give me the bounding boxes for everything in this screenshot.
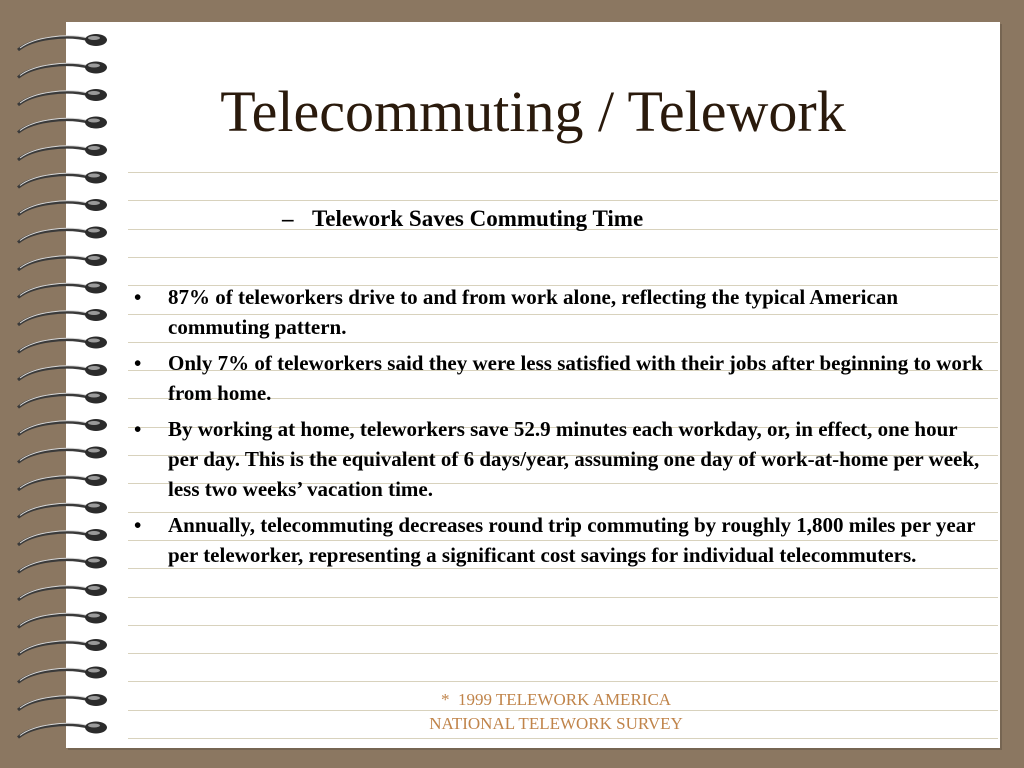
spiral-ring-icon (18, 62, 107, 78)
slide-subtitle (282, 206, 643, 232)
bullet-list (132, 282, 992, 576)
spiral-ring-icon (18, 584, 107, 600)
spiral-ring-icon (18, 144, 107, 160)
subtitle-text: Telework Saves Commuting Time (312, 206, 644, 231)
bullet-icon: • (134, 513, 142, 537)
bullet-text: Annually, telecommuting decreases round trip commuting by roughly 1,800 miles per year per teleworker, representing a significant cost savings for individual telecommuters. (168, 513, 976, 567)
spiral-ring-icon (18, 529, 107, 545)
rule-line (128, 257, 998, 258)
spiral-ring-icon (18, 447, 107, 463)
spiral-ring-icon (18, 639, 107, 655)
rule-line (128, 625, 998, 626)
rule-line (128, 172, 998, 173)
bullet-icon: • (134, 285, 142, 309)
spiral-ring-icon (18, 337, 107, 353)
spiral-ring-icon (18, 254, 107, 270)
rule-line (128, 738, 998, 739)
bullet-text: By working at home, teleworkers save 52.9 minutes each workday, or, in effect, one hour per day. This is the equivalent of 6 days/year, assuming one day of work-at-home per week, less two weeks’ vacation time. (168, 417, 980, 501)
spiral-ring-icon (18, 199, 107, 215)
source-footnote (66, 688, 1024, 736)
spiral-ring-icon (18, 557, 107, 573)
rule-line (128, 653, 998, 654)
spiral-ring-icon (18, 502, 107, 518)
spiral-ring-icon (18, 612, 107, 628)
rule-line (128, 597, 998, 598)
subtitle-marker: – (282, 206, 294, 231)
bullet-icon: • (134, 351, 142, 375)
spiral-ring-icon (18, 419, 107, 435)
spiral-ring-icon (18, 282, 107, 298)
spiral-ring-icon (18, 474, 107, 490)
spiral-ring-icon (18, 364, 107, 380)
spiral-ring-icon (18, 309, 107, 325)
bullet-icon: • (134, 417, 142, 441)
rule-line (128, 681, 998, 682)
list-item (132, 348, 992, 408)
footnote-line-1: * 1999 TELEWORK AMERICA (440, 690, 672, 709)
slide-title: Telecommuting / Telework (220, 79, 846, 144)
list-item (132, 510, 992, 570)
spiral-ring-icon (18, 172, 107, 188)
list-item (132, 414, 992, 504)
spiral-ring-icon (18, 392, 107, 408)
rule-line (128, 200, 998, 201)
bullet-text: 87% of teleworkers drive to and from work alone, reflecting the typical American commuting pattern. (168, 285, 898, 339)
bullet-text: Only 7% of teleworkers said they were less satisfied with their jobs after beginning to work from home. (168, 351, 983, 405)
spiral-ring-icon (18, 667, 107, 683)
footnote-line-2: NATIONAL TELEWORK SURVEY (429, 714, 683, 733)
spiral-ring-icon (18, 34, 107, 50)
list-item (132, 282, 992, 342)
spiral-ring-icon (18, 227, 107, 243)
